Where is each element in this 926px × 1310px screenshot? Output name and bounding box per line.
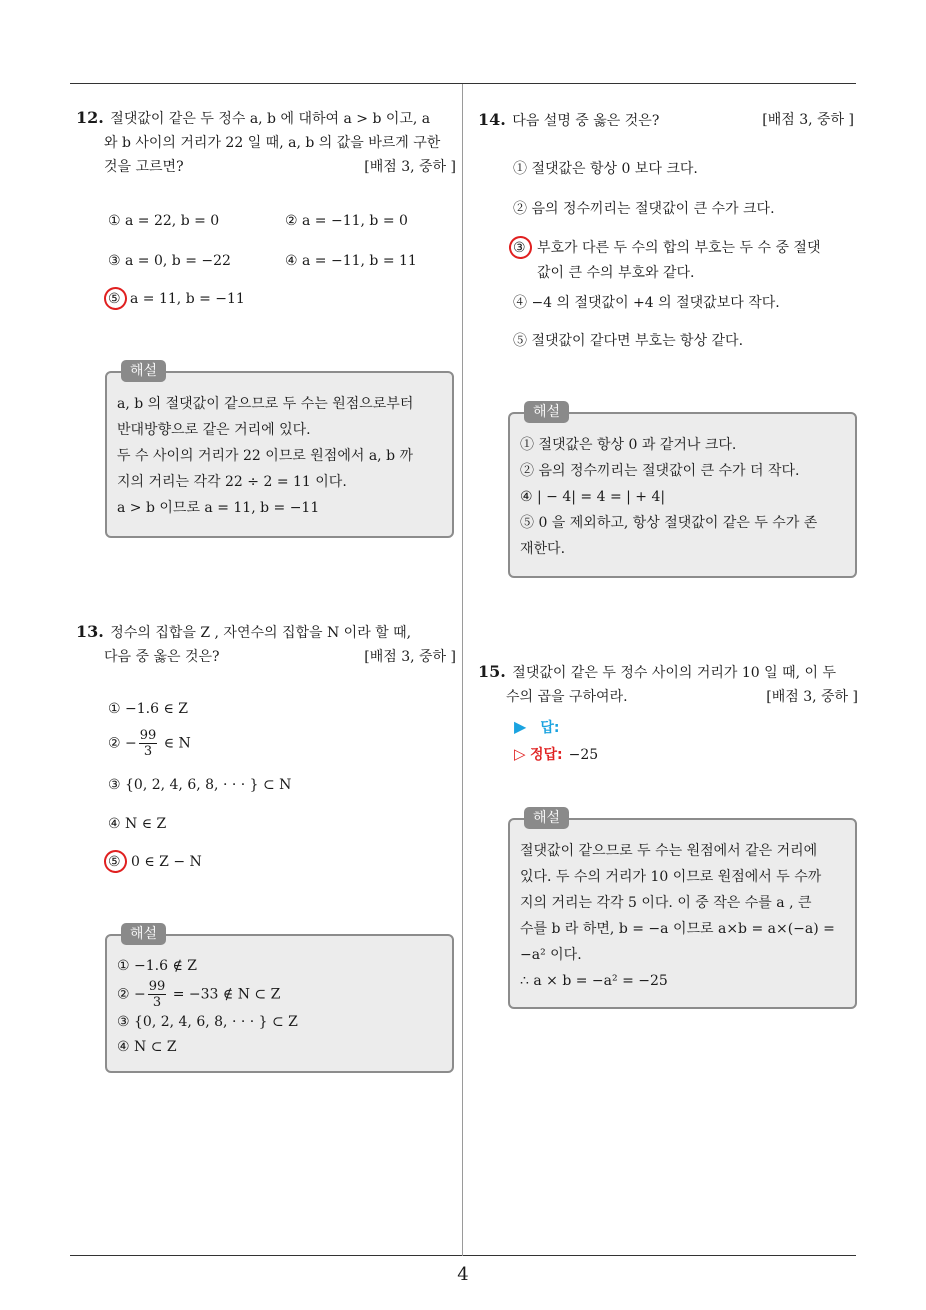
q15-solution-box [508,810,857,1009]
q15-solution-line: 절댓값이 같으므로 두 수는 원점에서 같은 거리에 [520,843,818,859]
q13-solution-line: ② − $\frac{99}{3}$ = −33 ∉ N ⊂ Z [117,979,281,1010]
bottom-rule [70,1255,856,1256]
question-15-number: 15. [478,662,506,681]
q14-option-4: ④ −4 의 절댓값이 +4 의 절댓값보다 작다. [513,295,780,311]
q13-option-5: 0 ∈ Z − N [131,854,202,870]
answer-label: 답: [540,720,560,736]
q12-answer-circle [102,285,129,312]
q14-solution-line: ① 절댓값은 항상 0 과 같거나 크다. [520,437,737,453]
q14-option-3: 부호가 다른 두 수의 합의 부호는 두 수 중 절댓 값이 큰 수의 부호와 같다. [537,240,821,281]
question-13-line2: [배점 3, 중하 ] 다음 중 옳은 것은? [76,645,456,669]
q14-solution-tag: 해설 [524,401,569,423]
q14-option-3-mark: ③ [513,240,526,256]
q12-option-5-mark: ⑤ [108,291,121,307]
q15-solution-line: 수를 b 라 하면, b = −a 이므로 a×b = a×(−a) = [520,921,835,937]
q13-solution-tag: 해설 [121,923,166,945]
correct-triangle-icon: ▷ [514,745,526,763]
column-divider [462,84,463,1256]
answer-row [514,716,559,739]
q12-option-1: ① a = 22, b = 0 [108,213,220,229]
q12-solution-line: 지의 거리는 각각 22 ÷ 2 = 11 이다. [117,474,347,490]
q12-solution-line: 반대방향으로 같은 거리에 있다. [117,422,311,438]
answer-triangle-icon: ▶ [514,717,527,736]
q15-solution-line: 있다. 두 수의 거리가 10 이므로 원점에서 두 수까 [520,869,822,885]
question-13-number: 13. [76,622,104,641]
top-rule [70,83,856,84]
q14-solution-box [508,404,857,578]
question-13 [76,620,456,669]
correct-value: −25 [568,747,599,763]
q12-solution-line: 두 수 사이의 거리가 22 이므로 원점에서 a, b 까 [117,448,414,464]
q13-option-5-mark: ⑤ [108,854,121,870]
q13-solution-line: ① −1.6 ∉ Z [117,958,197,974]
fraction: $\frac{99}{3}$ [139,728,157,759]
question-12-line2: 와 b 사이의 거리가 22 일 때, a, b 의 값을 바르게 구한 [104,135,441,151]
fraction: $\frac{99}{3}$ [148,979,166,1010]
q14-answer-circle [507,234,534,261]
q14-solution-line: 재한다. [520,541,566,557]
q15-solution-line: ∴ a × b = −a² = −25 [520,973,668,989]
q15-solution-line: −a² 이다. [520,947,582,963]
q12-solution-tag: 해설 [121,360,166,382]
q14-solution-line: ⑤ 0 을 제외하고, 항상 절댓값이 같은 두 수가 존 [520,515,818,531]
question-15-line1: 15. 절댓값이 같은 두 정수 사이의 거리가 10 일 때, 이 두 [478,662,837,681]
q13-answer-circle [102,848,129,875]
question-13-meta: [배점 3, 중하 ] [364,649,456,665]
q12-option-4: ④ a = −11, b = 11 [285,253,417,269]
q13-option-3: ③ {0, 2, 4, 6, 8, · · · } ⊂ N [108,777,292,793]
q13-option-1: ① −1.6 ∈ Z [108,701,188,717]
q14-option-2: ② 음의 정수끼리는 절댓값이 큰 수가 크다. [513,201,775,217]
q15-solution-tag: 해설 [524,807,569,829]
question-14-number: 14. [478,110,506,129]
q13-option-2: ② − $\frac{99}{3}$ ∈ N [108,728,191,759]
question-12-line1: 12. 절댓값이 같은 두 정수 a, b 에 대하여 a > b 이고, a [76,108,431,127]
question-13-line1: 13. 정수의 집합을 Z , 자연수의 집합을 N 이라 할 때, [76,622,412,641]
question-12 [76,106,456,179]
question-12-number: 12. [76,108,104,127]
q14-option-1: ① 절댓값은 항상 0 보다 크다. [513,161,698,177]
question-15 [478,660,858,709]
question-12-line3: [배점 3, 중하 ] 것을 고르면? [76,155,456,179]
question-14-meta: [배점 3, 중하 ] [762,112,854,128]
q12-option-5: a = 11, b = −11 [130,291,245,307]
q14-solution-line: ② 음의 정수끼리는 절댓값이 큰 수가 더 작다. [520,463,800,479]
q14-option-5: ⑤ 절댓값이 같다면 부호는 항상 같다. [513,333,744,349]
q13-solution-box [105,926,454,1073]
q13-option-4: ④ N ∈ Z [108,816,167,832]
correct-answer-row [514,743,598,766]
q12-option-3: ③ a = 0, b = −22 [108,253,231,269]
question-14: [배점 3, 중하 ] 14. 다음 설명 중 옳은 것은? [478,108,854,133]
q12-solution-box [105,363,454,538]
correct-label: 정답: [530,747,563,763]
q15-solution-line: 지의 거리는 각각 5 이다. 이 중 작은 수를 a , 큰 [520,895,812,911]
page-number: 4 [457,1264,469,1285]
q13-solution-line: ④ N ⊂ Z [117,1039,177,1055]
q13-solution-line: ③ {0, 2, 4, 6, 8, · · · } ⊂ Z [117,1014,298,1030]
q12-option-2: ② a = −11, b = 0 [285,213,408,229]
question-15-meta: [배점 3, 중하 ] [766,689,858,705]
q12-solution-line: a > b 이므로 a = 11, b = −11 [117,500,320,516]
q14-solution-line: ④ | − 4| = 4 = | + 4| [520,489,666,505]
question-15-line2: [배점 3, 중하 ] 수의 곱을 구하여라. [478,685,858,709]
q12-solution-line: a, b 의 절댓값이 같으므로 두 수는 원점으로부터 [117,396,414,412]
question-12-meta: [배점 3, 중하 ] [364,159,456,175]
